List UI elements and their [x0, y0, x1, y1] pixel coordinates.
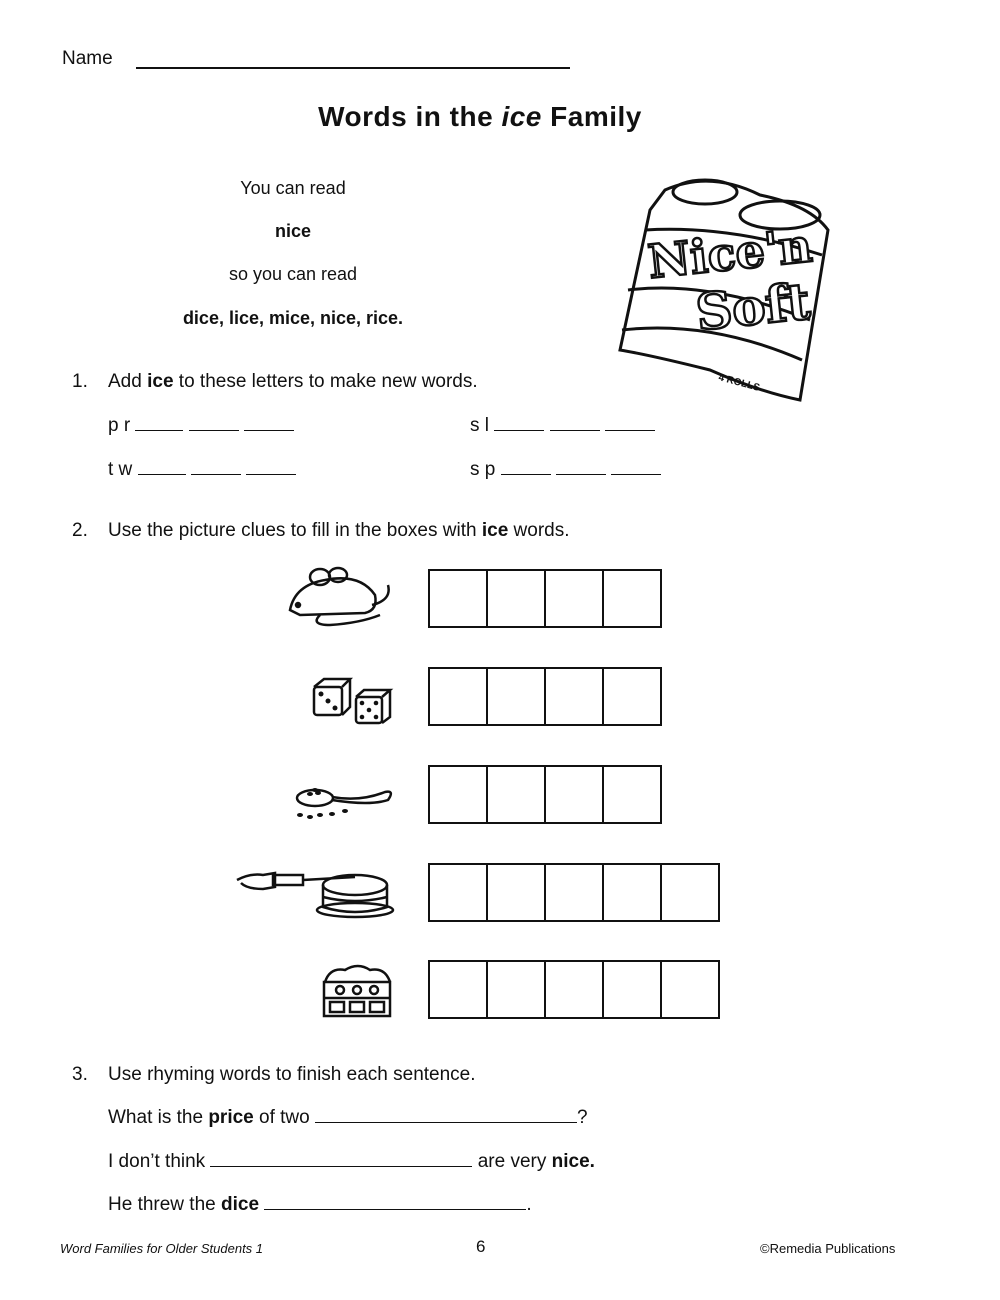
answer-boxes-row-4	[428, 863, 720, 922]
letter-box[interactable]	[486, 667, 546, 726]
blank-line[interactable]	[494, 429, 544, 431]
blank-line[interactable]	[556, 473, 606, 475]
q1-item-label: s p	[470, 459, 496, 480]
sentence-1	[108, 1107, 588, 1129]
letter-box[interactable]	[602, 863, 662, 922]
dice-icon	[310, 677, 395, 727]
q3-number: 3.	[72, 1064, 88, 1085]
paper-towel-package-icon	[610, 170, 840, 410]
sentence-1-pre: What is the	[108, 1107, 209, 1128]
blank-line[interactable]	[605, 429, 655, 431]
letter-box[interactable]	[660, 863, 720, 922]
q1-item-label: p r	[108, 415, 131, 436]
intro-line-2: nice	[274, 221, 312, 241]
letter-box[interactable]	[486, 765, 546, 824]
blank-line[interactable]	[135, 429, 183, 431]
q1-item-tw	[108, 459, 296, 481]
q1-item-label: s l	[470, 415, 489, 436]
name-field-line[interactable]	[136, 67, 570, 69]
q1-instruction	[108, 371, 478, 393]
blank-line[interactable]	[501, 473, 551, 475]
q1-item-sp	[470, 459, 661, 481]
sentence-1-post: of two	[253, 1107, 310, 1128]
q1-number: 1.	[72, 371, 88, 392]
q1-item-pr	[108, 415, 294, 437]
q2-instruction	[108, 520, 570, 542]
answer-boxes-row-1	[428, 569, 662, 628]
letter-box[interactable]	[428, 863, 488, 922]
title-suffix: Family	[541, 101, 642, 132]
answer-boxes-row-5	[428, 960, 720, 1019]
blank-line[interactable]	[189, 429, 239, 431]
letter-box[interactable]	[602, 765, 662, 824]
sentence-1-end: ?	[577, 1107, 588, 1128]
sentence-3-bold: dice	[221, 1194, 260, 1215]
answer-blank[interactable]	[210, 1165, 472, 1167]
letter-box[interactable]	[486, 960, 546, 1019]
q1-item-sl	[470, 415, 655, 437]
letter-box[interactable]	[602, 960, 662, 1019]
q2-number: 2.	[72, 520, 88, 541]
blank-line[interactable]	[244, 429, 294, 431]
q1-bold: ice	[147, 371, 174, 392]
letter-box[interactable]	[428, 667, 488, 726]
q2-pre: Use the picture clues to fill in the boxes with	[108, 520, 482, 541]
q2-bold: ice	[481, 520, 509, 541]
title-family: ice	[501, 101, 542, 132]
page-number: 6	[476, 1237, 486, 1256]
answer-boxes-row-2	[428, 667, 662, 726]
blank-line[interactable]	[550, 429, 600, 431]
sentence-3	[108, 1194, 532, 1216]
sentence-3-pre: He threw the	[108, 1194, 221, 1215]
q1-post: to these letters to make new words.	[173, 371, 478, 392]
rolls-label: 4 ROLLS	[717, 372, 761, 394]
letter-box[interactable]	[428, 569, 488, 628]
sentence-1-bold: price	[208, 1107, 254, 1128]
sentence-2-post: are very	[477, 1151, 552, 1172]
title-prefix: Words in the	[318, 101, 502, 132]
blank-line[interactable]	[611, 473, 661, 475]
intro-line-4: dice, lice, mice, nice, rice.	[182, 308, 404, 328]
footer-book-title: Word Families for Older Students 1	[60, 1241, 264, 1256]
page-title	[0, 101, 960, 133]
letter-box[interactable]	[602, 569, 662, 628]
sentence-3-end: .	[526, 1194, 532, 1215]
dessert-tray-icon	[320, 962, 395, 1022]
intro-line-1: You can read	[240, 178, 346, 198]
answer-boxes-row-3	[428, 765, 662, 824]
letter-box[interactable]	[428, 960, 488, 1019]
answer-blank[interactable]	[315, 1121, 577, 1123]
blank-line[interactable]	[246, 473, 296, 475]
blank-line[interactable]	[191, 473, 241, 475]
answer-blank[interactable]	[264, 1208, 526, 1210]
mouse-icon	[280, 565, 395, 630]
letter-box[interactable]	[486, 863, 546, 922]
cake-slice-icon	[235, 855, 395, 920]
q3-instruction: Use rhyming words to finish each sentence.	[108, 1064, 476, 1085]
brand-line-2: Soft	[693, 271, 813, 342]
letter-box[interactable]	[428, 765, 488, 824]
intro-line-3: so you can read	[228, 264, 358, 284]
sentence-2-bold: nice.	[551, 1151, 595, 1172]
letter-box[interactable]	[602, 667, 662, 726]
rice-spoon-icon	[290, 780, 395, 825]
letter-box[interactable]	[544, 863, 604, 922]
letter-box[interactable]	[544, 960, 604, 1019]
footer-publisher: ©Remedia Publications	[760, 1241, 896, 1256]
sentence-2	[108, 1151, 595, 1173]
letter-box[interactable]	[660, 960, 720, 1019]
q1-item-label: t w	[108, 459, 133, 480]
q2-post: words.	[508, 520, 570, 541]
brand-line-1: Nice'n	[645, 218, 815, 289]
q1-pre: Add	[108, 371, 148, 392]
letter-box[interactable]	[544, 569, 604, 628]
name-label: Name	[62, 48, 113, 69]
sentence-2-pre: I don’t think	[108, 1151, 206, 1172]
letter-box[interactable]	[486, 569, 546, 628]
letter-box[interactable]	[544, 765, 604, 824]
letter-box[interactable]	[544, 667, 604, 726]
blank-line[interactable]	[138, 473, 186, 475]
